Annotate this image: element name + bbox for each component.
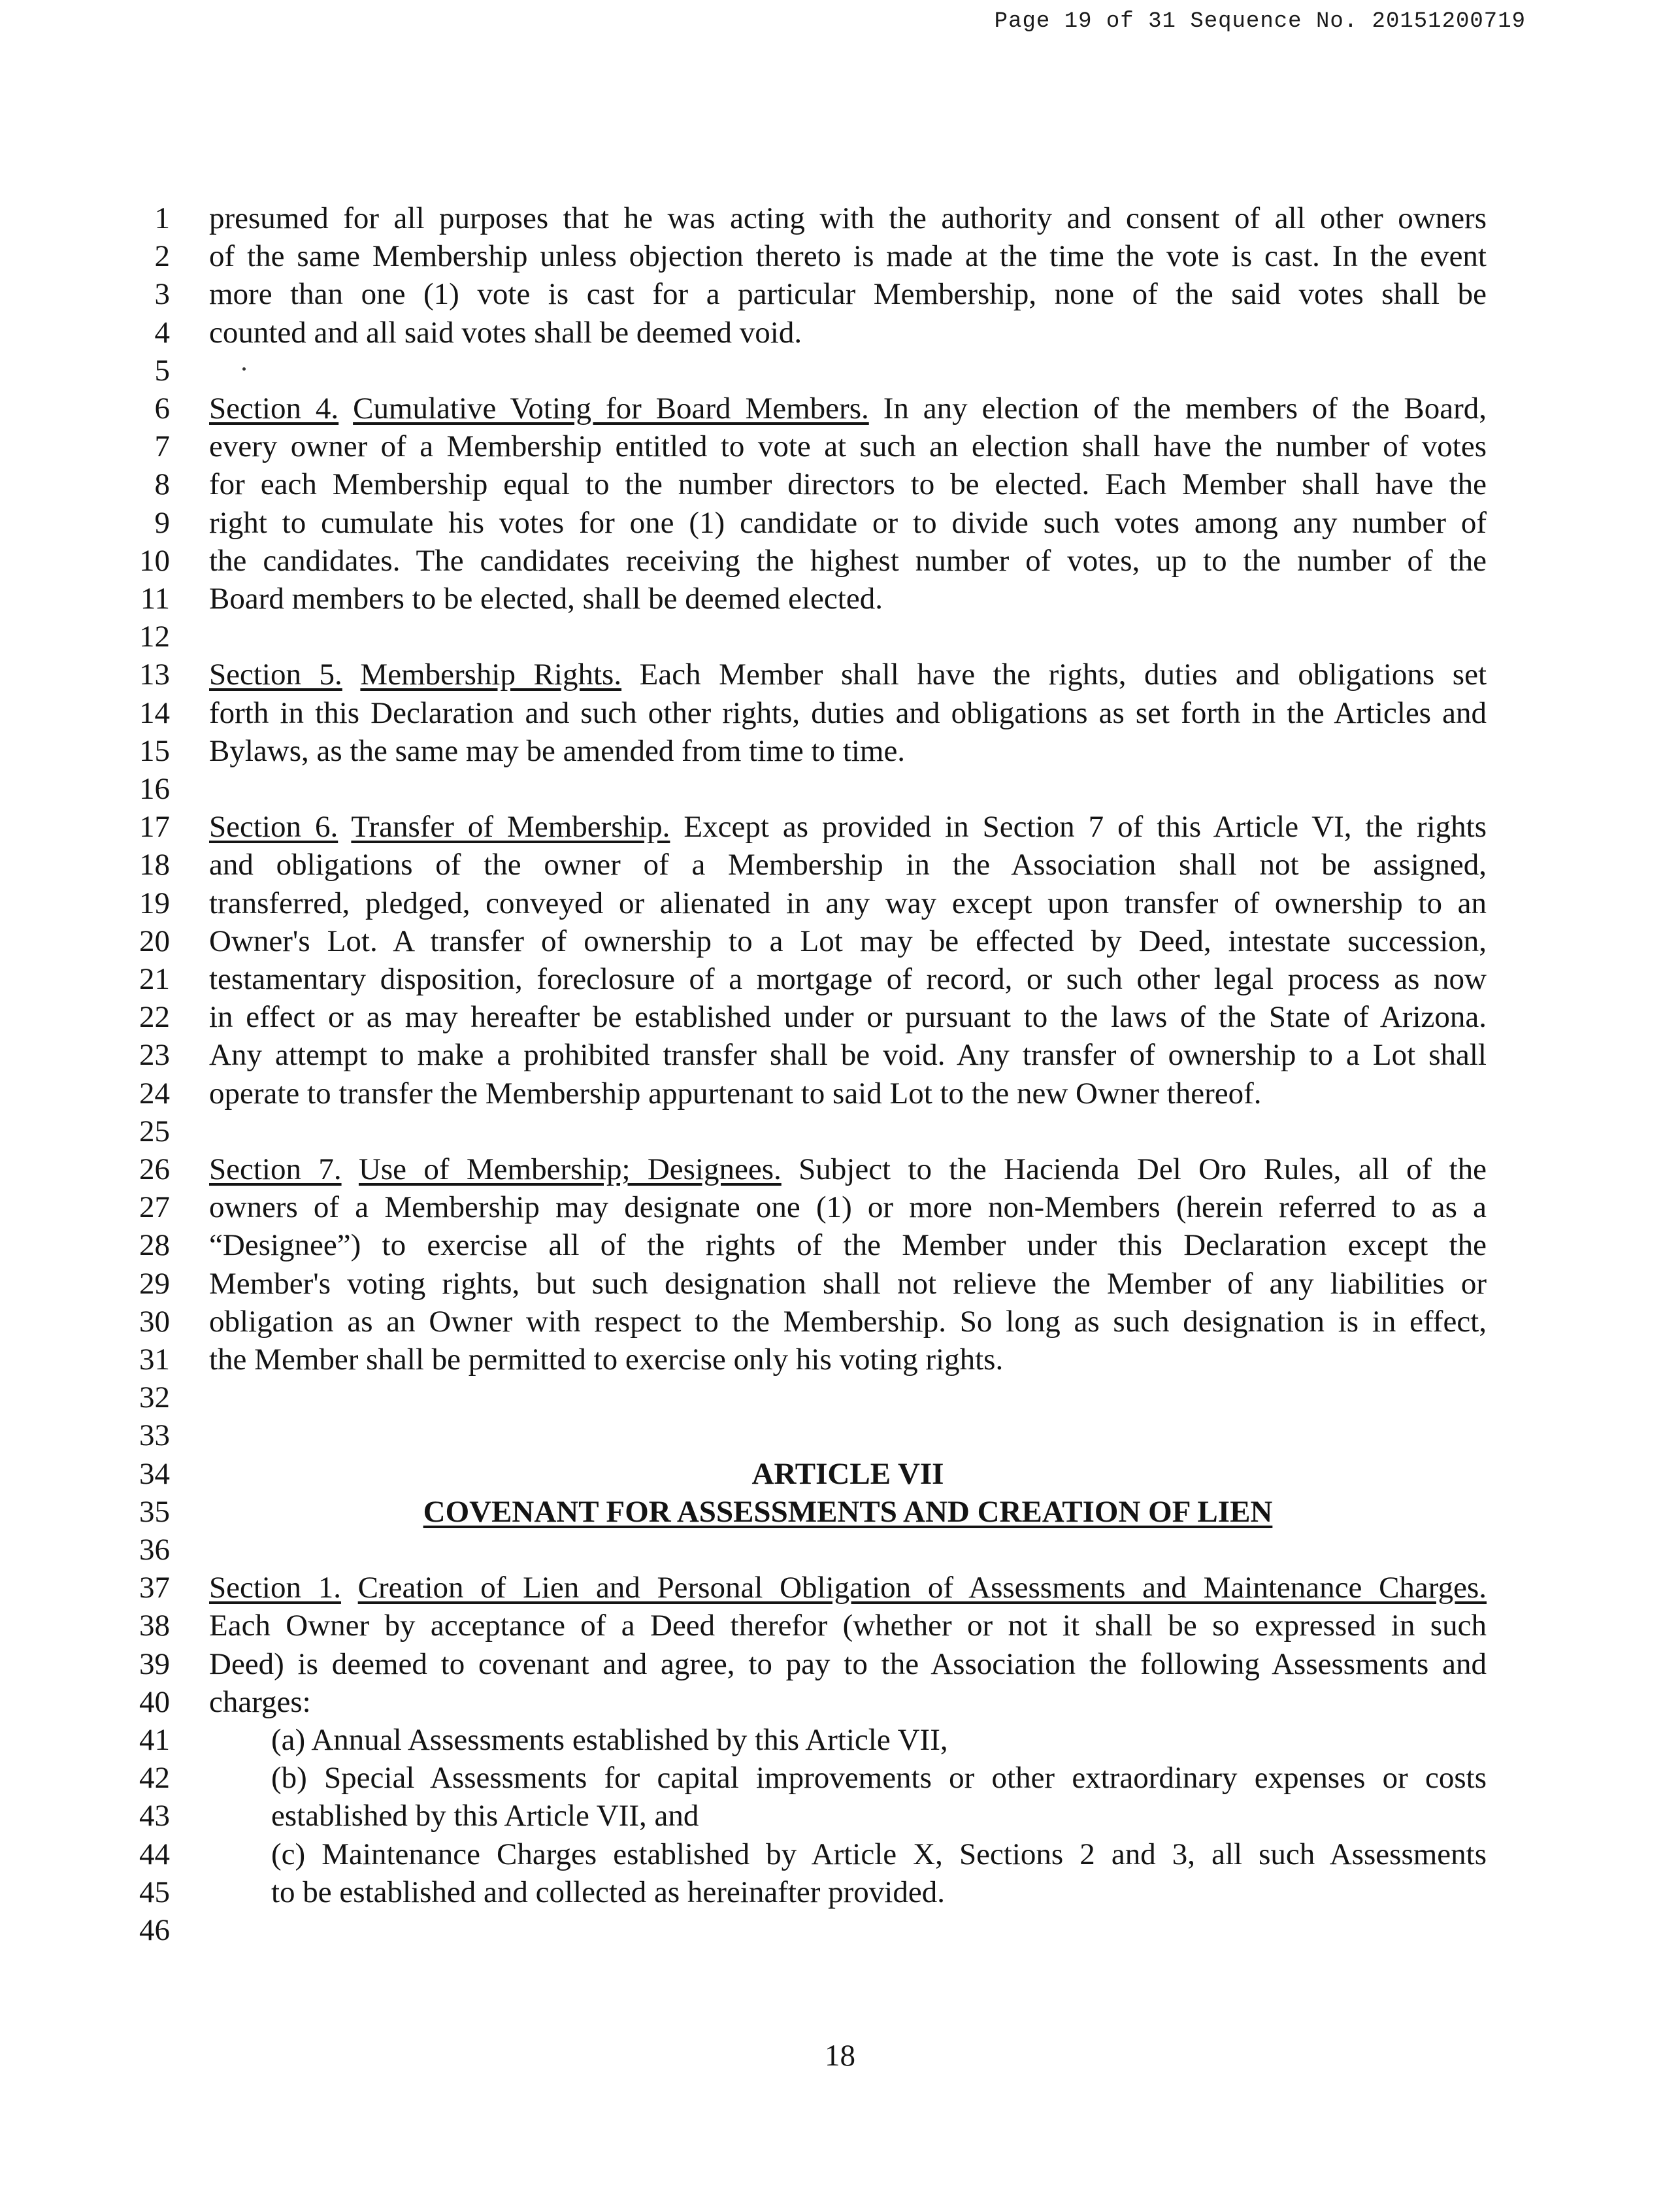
- text-segment: and obligations of the owner of a Membership in the Association shall not be assigned,: [209, 848, 1487, 882]
- text-segment: forth in this Declaration and such other rights, duties and obligations as set forth in the Articles and: [209, 696, 1487, 730]
- underlined-heading-text: Section 4.: [209, 392, 339, 426]
- underlined-heading-text: Transfer of Membership.: [351, 810, 670, 844]
- text-segment: owners of a Membership may designate one (1) or more non-Members (herein referred to as a: [209, 1190, 1487, 1224]
- text-segment: In any election of the members of the Board,: [868, 392, 1487, 426]
- text-segment: Board members to be elected, shall be deemed elected.: [209, 582, 883, 616]
- line-number: 26: [139, 1152, 170, 1186]
- line-text: [209, 1341, 1487, 1379]
- line-number: 27: [139, 1190, 170, 1224]
- document-line: [0, 1911, 1680, 1949]
- line-number: 38: [139, 1609, 170, 1643]
- document-line: [0, 237, 1680, 275]
- document-line: [0, 199, 1680, 237]
- text-segment: of the same Membership unless objection thereto is made at the time the vote is cast. In the event: [209, 239, 1487, 273]
- document-line: [0, 1303, 1680, 1341]
- text-segment: obligation as an Owner with respect to the Membership. So long as such designation is in effect,: [209, 1305, 1487, 1339]
- line-number: 46: [139, 1913, 170, 1947]
- line-number: 22: [139, 1000, 170, 1034]
- line-text: [209, 237, 1487, 275]
- line-text: [209, 922, 1487, 960]
- line-number: 45: [139, 1875, 170, 1909]
- line-number: 1: [154, 201, 170, 235]
- underlined-heading-text: Section 1.: [209, 1571, 341, 1605]
- line-number: 40: [139, 1685, 170, 1719]
- line-text: [209, 427, 1487, 465]
- text-segment: “Designee”) to exercise all of the rights of the Member under this Declaration except the: [209, 1228, 1487, 1262]
- line-number: 23: [139, 1038, 170, 1072]
- line-text: [209, 1188, 1487, 1226]
- document-line: [0, 960, 1680, 998]
- text-segment: [341, 1571, 358, 1605]
- document-line: [0, 808, 1680, 846]
- line-number: 12: [139, 620, 170, 654]
- article-heading: [209, 1455, 1487, 1493]
- line-number: 41: [139, 1723, 170, 1757]
- line-text: [271, 1873, 1487, 1911]
- text-segment: for each Membership equal to the number directors to be elected. Each Member shall have the: [209, 467, 1487, 501]
- line-text: [209, 732, 1487, 770]
- line-text: [209, 1607, 1487, 1645]
- line-number: 8: [154, 467, 170, 501]
- text-segment: testamentary disposition, foreclosure of a mortgage of record, or such other legal process as now: [209, 962, 1487, 996]
- document-line: [0, 1075, 1680, 1112]
- document-line: [0, 846, 1680, 884]
- underlined-heading-text: Section 6.: [209, 810, 338, 844]
- underlined-heading-text: Cumulative Voting for Board Members.: [353, 392, 869, 426]
- text-segment: charges:: [209, 1685, 311, 1719]
- line-number: 34: [139, 1457, 170, 1491]
- line-text: [209, 542, 1487, 580]
- underlined-heading-text: Section 7.: [209, 1152, 342, 1186]
- document-line: [0, 504, 1680, 542]
- underlined-heading-text: Creation of Lien and Personal Obligation of Assessments and Maintenance Charges.: [357, 1571, 1487, 1605]
- line-number: 14: [139, 696, 170, 730]
- document-line: [0, 1645, 1680, 1683]
- text-segment: Subject to the Hacienda Del Oro Rules, all of the: [781, 1152, 1487, 1186]
- line-number: 16: [139, 772, 170, 806]
- article-heading: [209, 1493, 1487, 1531]
- line-number: 9: [154, 506, 170, 540]
- text-segment: [342, 1152, 359, 1186]
- document-line: [0, 427, 1680, 465]
- text-segment: ARTICLE VII: [751, 1457, 944, 1491]
- line-number: 24: [139, 1077, 170, 1111]
- line-text: [209, 998, 1487, 1036]
- document-line: [0, 390, 1680, 427]
- document-line: [0, 1341, 1680, 1379]
- document-line: [0, 1721, 1680, 1759]
- document-line: [0, 1607, 1680, 1645]
- line-text: [209, 1150, 1487, 1188]
- document-line: [0, 1493, 1680, 1531]
- scan-speck: [242, 367, 246, 371]
- line-number: 17: [139, 810, 170, 844]
- line-number: 15: [139, 734, 170, 768]
- document-line: [0, 922, 1680, 960]
- document-line: [0, 1873, 1680, 1911]
- line-number: 31: [139, 1343, 170, 1377]
- text-segment: right to cumulate his votes for one (1) candidate or to divide such votes among any number of: [209, 506, 1487, 540]
- document-line: [0, 1683, 1680, 1721]
- line-number: 7: [154, 429, 170, 463]
- line-text: [209, 1645, 1487, 1683]
- text-segment: Member's voting rights, but such designation shall not relieve the Member of any liabilities or: [209, 1267, 1487, 1301]
- document-line: [0, 1112, 1680, 1150]
- document-line: [0, 275, 1680, 313]
- text-segment: in effect or as may hereafter be established under or pursuant to the laws of the State of Arizona.: [209, 1000, 1487, 1034]
- text-segment: (c) Maintenance Charges established by Article X, Sections 2 and 3, all such Assessments: [271, 1837, 1487, 1871]
- line-number: 33: [139, 1418, 170, 1452]
- line-number: 29: [139, 1267, 170, 1301]
- line-text: [209, 846, 1487, 884]
- document-line: [0, 542, 1680, 580]
- document-line: [0, 770, 1680, 808]
- line-text: [271, 1835, 1487, 1873]
- document-line: [0, 465, 1680, 503]
- line-number: 18: [139, 848, 170, 882]
- line-text: [209, 390, 1487, 427]
- underlined-heading-text: Use of Membership; Designees.: [358, 1152, 782, 1186]
- text-segment: [338, 810, 351, 844]
- line-number: 10: [139, 544, 170, 578]
- text-segment: transferred, pledged, conveyed or alienated in any way except upon transfer of ownership to an: [209, 886, 1487, 920]
- line-text: [271, 1721, 1487, 1759]
- page-number: 18: [825, 2039, 855, 2073]
- line-text: [209, 1265, 1487, 1303]
- line-number: 44: [139, 1837, 170, 1871]
- document-line: [0, 884, 1680, 922]
- line-text: [209, 275, 1487, 313]
- line-number: 20: [139, 924, 170, 958]
- line-number: 21: [139, 962, 170, 996]
- line-number: 32: [139, 1380, 170, 1414]
- document-line: [0, 580, 1680, 618]
- line-number: 3: [154, 277, 170, 311]
- document-line: [0, 694, 1680, 732]
- line-number: 11: [140, 582, 170, 616]
- document-line: [0, 1188, 1680, 1226]
- text-segment: Bylaws, as the same may be amended from time to time.: [209, 734, 906, 768]
- text-segment: Except as provided in Section 7 of this Article VI, the rights: [670, 810, 1487, 844]
- line-number: 42: [139, 1761, 170, 1795]
- document-line: [0, 1265, 1680, 1303]
- document-line: [0, 1036, 1680, 1074]
- line-number: 28: [139, 1228, 170, 1262]
- document-line: [0, 1797, 1680, 1835]
- text-segment: the candidates. The candidates receiving the highest number of votes, up to the number of the: [209, 544, 1487, 578]
- document-line: [0, 1531, 1680, 1569]
- line-text: [209, 1569, 1487, 1607]
- document-line: [0, 1150, 1680, 1188]
- line-number: 35: [139, 1495, 170, 1529]
- line-number: 5: [154, 354, 170, 388]
- underlined-heading-text: Membership Rights.: [360, 658, 622, 692]
- text-segment: (a) Annual Assessments established by this Article VII,: [271, 1723, 948, 1757]
- line-text: [209, 465, 1487, 503]
- line-text: [209, 960, 1487, 998]
- text-segment: established by this Article VII, and: [271, 1799, 699, 1833]
- line-number: 43: [139, 1799, 170, 1833]
- text-segment: the Member shall be permitted to exercise only his voting rights.: [209, 1343, 1004, 1377]
- text-segment: every owner of a Membership entitled to vote at such an election shall have the number of votes: [209, 429, 1487, 463]
- text-segment: Each Owner by acceptance of a Deed therefor (whether or not it shall be so expressed in such: [209, 1609, 1487, 1643]
- line-text: [209, 1075, 1487, 1112]
- text-segment: counted and all said votes shall be deemed void.: [209, 316, 802, 350]
- line-text: [209, 1226, 1487, 1264]
- document-line: [0, 1455, 1680, 1493]
- document-line: [0, 1569, 1680, 1607]
- line-text: [209, 884, 1487, 922]
- text-segment: more than one (1) vote is cast for a particular Membership, none of the said votes shall be: [209, 277, 1487, 311]
- line-number: 39: [139, 1647, 170, 1681]
- document-line: [0, 998, 1680, 1036]
- document-line: [0, 314, 1680, 352]
- text-segment: presumed for all purposes that he was acting with the authority and consent of all other owners: [209, 201, 1487, 235]
- line-text: [209, 656, 1487, 694]
- document-line: [0, 1416, 1680, 1454]
- line-text: [209, 1303, 1487, 1341]
- text-segment: Any attempt to make a prohibited transfer shall be void. Any transfer of ownership to a Lot shall: [209, 1038, 1487, 1072]
- text-segment: Each Member shall have the rights, duties and obligations set: [621, 658, 1487, 692]
- line-text: [209, 504, 1487, 542]
- line-text: [271, 1759, 1487, 1797]
- line-number: 36: [139, 1533, 170, 1567]
- line-text: [209, 580, 1487, 618]
- line-text: [209, 1683, 1487, 1721]
- line-text: [209, 694, 1487, 732]
- line-text: [209, 199, 1487, 237]
- line-number: 30: [139, 1305, 170, 1339]
- line-number: 2: [154, 239, 170, 273]
- line-number: 6: [154, 392, 170, 426]
- underlined-heading-text: COVENANT FOR ASSESSMENTS AND CREATION OF LIEN: [423, 1495, 1273, 1529]
- text-segment: Deed) is deemed to covenant and agree, to pay to the Association the following Assessments and: [209, 1647, 1487, 1681]
- line-text: [209, 314, 1487, 352]
- text-segment: [338, 392, 353, 426]
- document-line: [0, 1759, 1680, 1797]
- document-line: [0, 618, 1680, 656]
- document-line: [0, 1226, 1680, 1264]
- document-line: [0, 1379, 1680, 1416]
- line-text: [271, 1797, 1487, 1835]
- document-line: [0, 1835, 1680, 1873]
- line-number: 13: [139, 658, 170, 692]
- line-number: 37: [139, 1571, 170, 1605]
- page-header: Page 19 of 31 Sequence No. 20151200719: [994, 9, 1526, 34]
- document-line: [0, 732, 1680, 770]
- text-segment: to be established and collected as hereinafter provided.: [271, 1875, 945, 1909]
- line-number: 4: [154, 316, 170, 350]
- underlined-heading-text: Section 5.: [209, 658, 342, 692]
- text-segment: (b) Special Assessments for capital improvements or other extraordinary expenses or costs: [271, 1761, 1487, 1795]
- line-text: [209, 808, 1487, 846]
- line-number: 25: [139, 1114, 170, 1148]
- document-line: [0, 352, 1680, 390]
- line-number: 19: [139, 886, 170, 920]
- document-line: [0, 656, 1680, 694]
- text-segment: [342, 658, 361, 692]
- text-segment: operate to transfer the Membership appurtenant to said Lot to the new Owner thereof.: [209, 1077, 1262, 1111]
- text-segment: Owner's Lot. A transfer of ownership to a Lot may be effected by Deed, intestate succession,: [209, 924, 1487, 958]
- line-text: [209, 1036, 1487, 1074]
